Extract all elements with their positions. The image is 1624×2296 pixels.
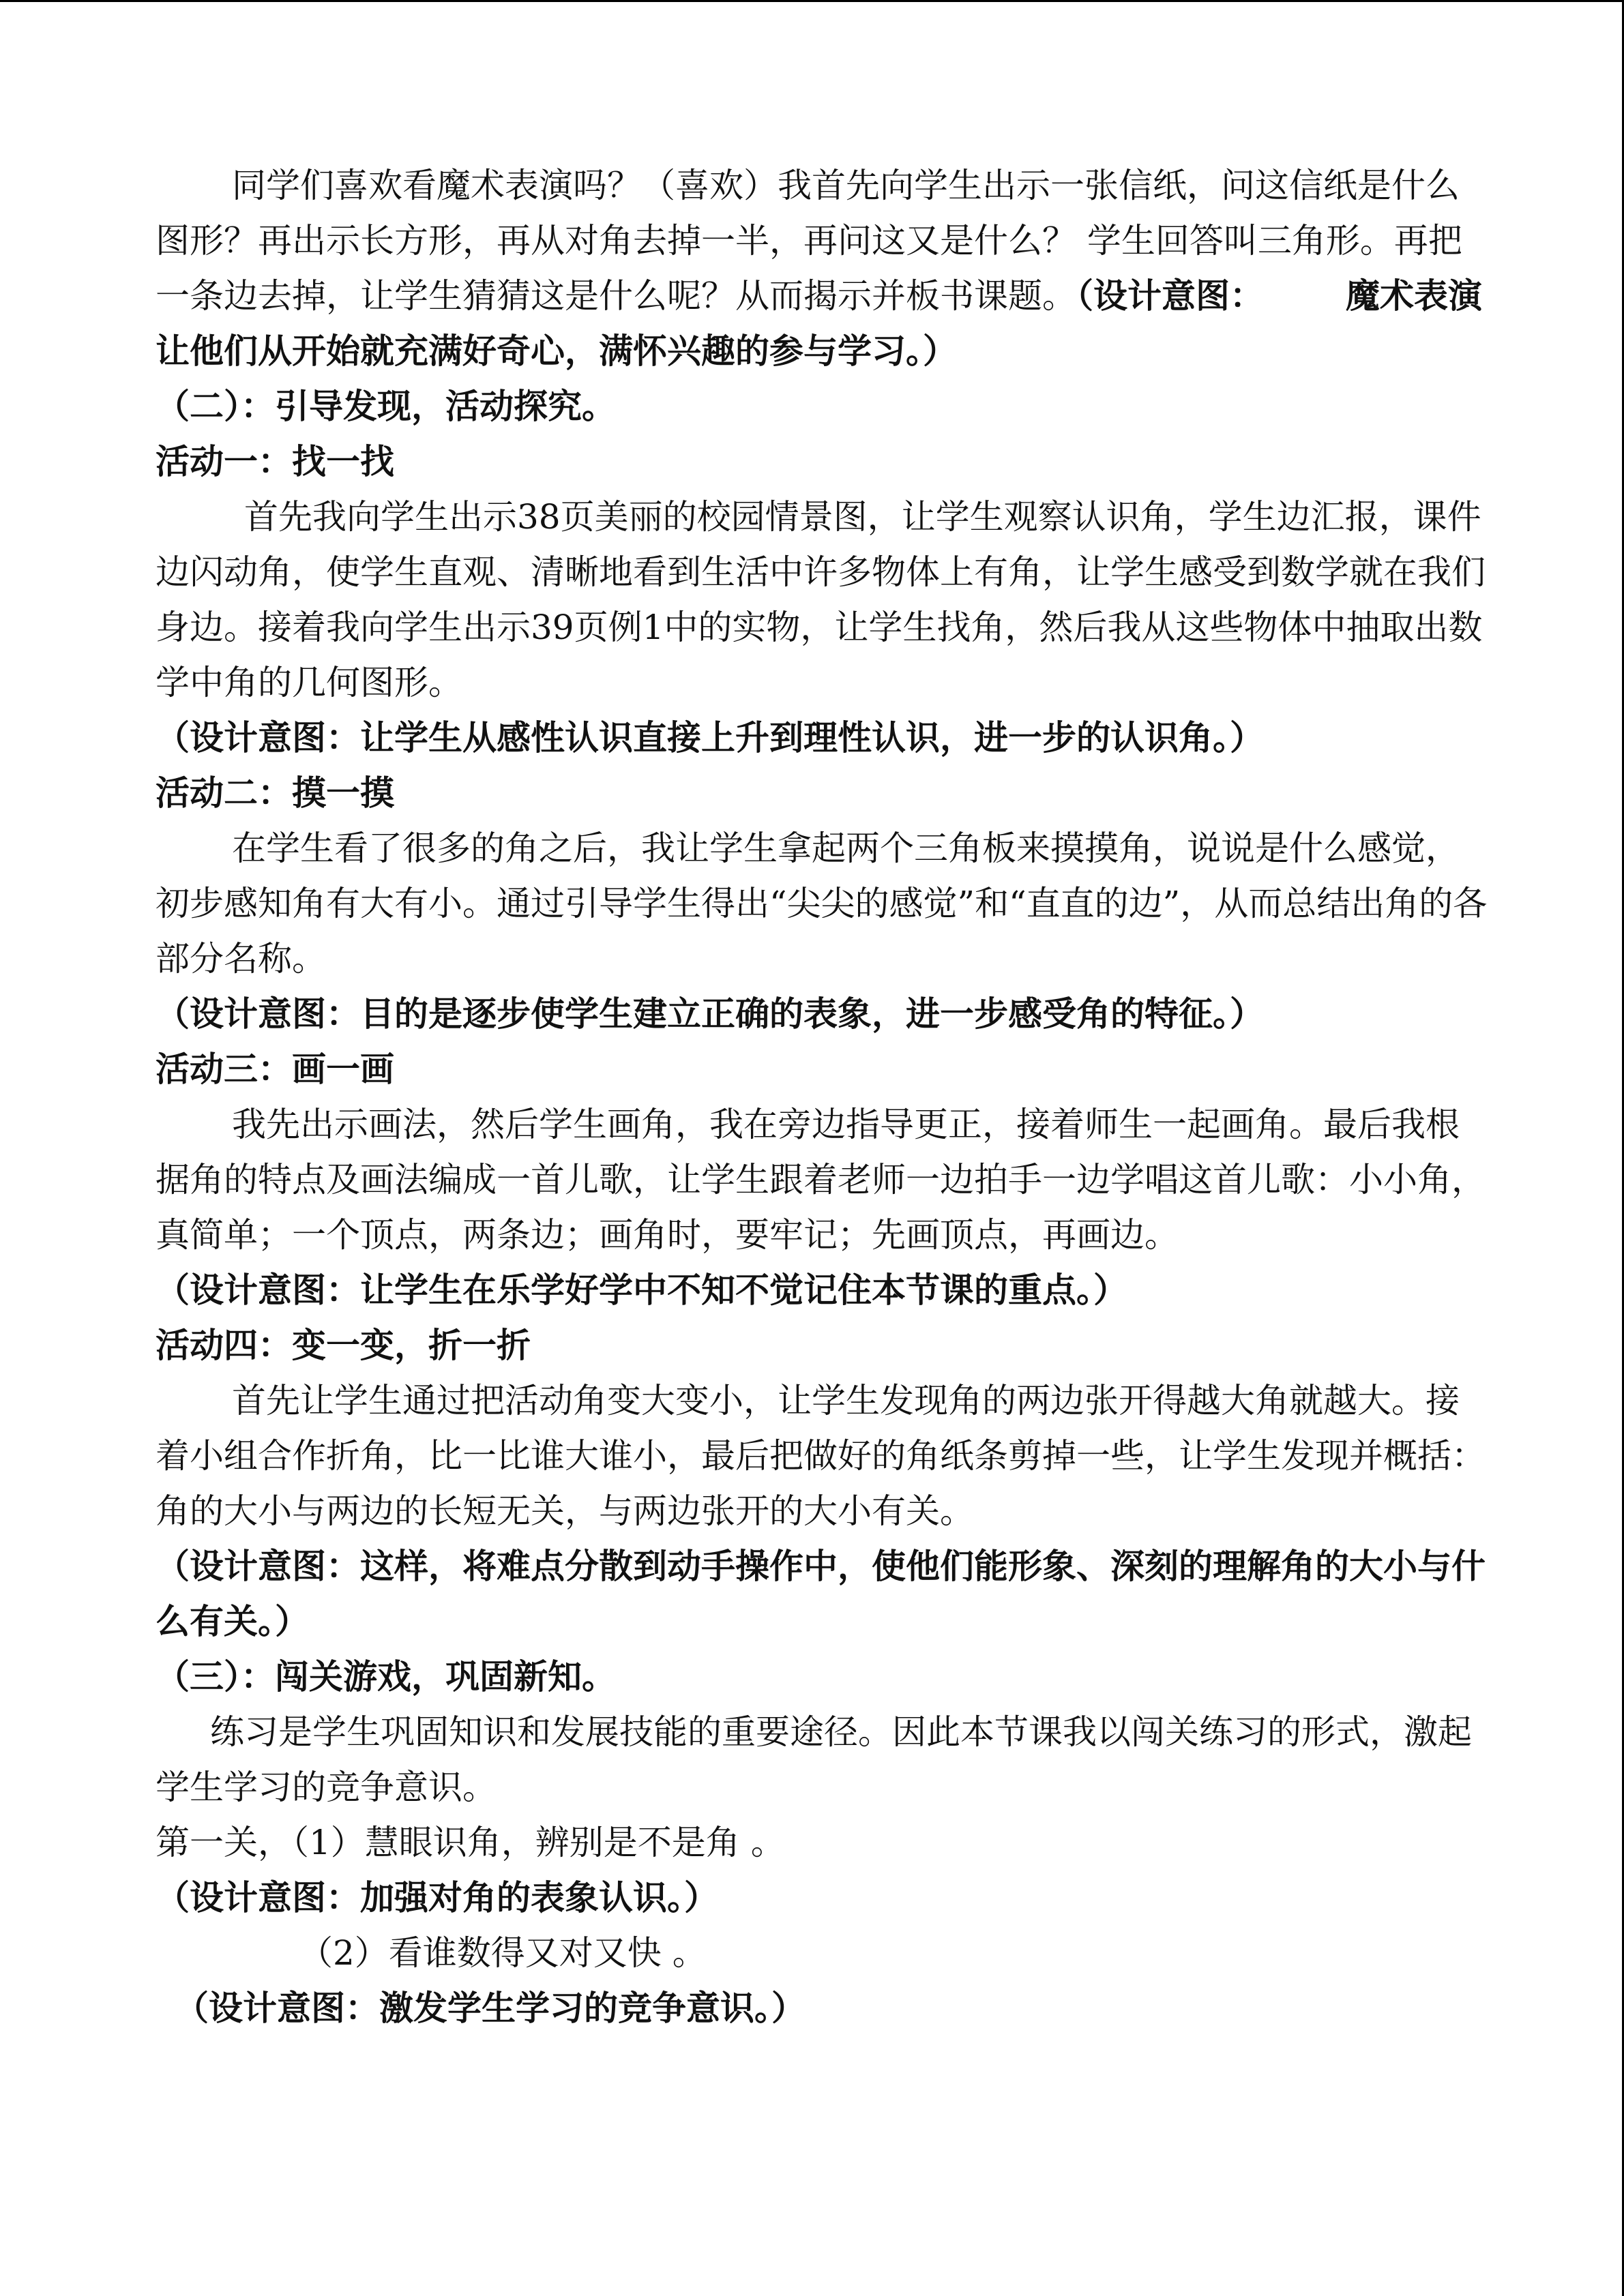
activity1-design: （设计意图：让学生从感性认识直接上升到理性认识，进一步的认识角。）: [156, 718, 1264, 758]
activity2-title: 活动二：摸一摸: [156, 773, 394, 813]
section3-title: （三）：闯关游戏，巩固新知。: [156, 1657, 616, 1697]
activity1-title: 活动一：找一找: [156, 442, 394, 481]
document-body: [156, 158, 1492, 2036]
level1-part1: 第一关，（1）慧眼识角，辨别是不是角 。: [156, 1823, 785, 1862]
activity1-body: 首先我向学生出示38页美丽的校园情景图，让学生观察认识角，学生边汇报，课件边闪动角，使学生直观、清晰地看到生活中许多物体上有角，让学生感受到数学就在我们身边。接着我向学生出示39页例1中的实物，让学生找角，然后我从这些物体中抽取出数学中角的几何图形。: [156, 497, 1486, 702]
intro-design-label: （设计意图：: [1076, 276, 1264, 316]
level1-part2: （2）看谁数得又对又快 。: [299, 1933, 707, 1973]
activity2-design: （设计意图：目的是逐步使学生建立正确的表象，进一步感受角的特征。）: [156, 994, 1264, 1034]
activity2-body: 在学生看了很多的角之后，我让学生拿起两个三角板来摸摸角，说说是什么感觉，初步感知角有大有小。通过引导学生得出“尖尖的感觉”和“直直的边”，从而总结出角的各部分名称。: [156, 829, 1488, 979]
level1-design1: （设计意图：加强对角的表象认识。）: [156, 1878, 718, 1918]
intro-design-text: 魔术表演让他们从开始就充满好奇心，满怀兴趣的参与学习。）: [156, 276, 1482, 371]
section2-title: （二）：引导发现，活动探究。: [156, 387, 616, 426]
intro-text: 同学们喜欢看魔术表演吗？（喜欢）我首先向学生出示一张信纸，问这信纸是什么图形？再出示长方形，再从对角去掉一半，再问这又是什么？ 学生回答叫三角形。再把一条边去掉，让学生猜猜这是什么呢？从而揭示并板书课题。: [156, 166, 1462, 316]
intro-paragraph: [156, 158, 1492, 379]
activity4-title: 活动四：变一变，折一折: [156, 1326, 531, 1365]
section3-body: 练习是学生巩固知识和发展技能的重要途径。因此本节课我以闯关练习的形式，激起学生学习的竞争意识。: [156, 1712, 1472, 1807]
activity4-design: （设计意图：这样，将难点分散到动手操作中，使他们能形象、深刻的理解角的大小与什么有关。）: [156, 1547, 1486, 1641]
activity4-body: 首先让学生通过把活动角变大变小，让学生发现角的两边张开得越大角就越大。接着小组合作折角，比一比谁大谁小，最后把做好的角纸条剪掉一些，让学生发现并概括：角的大小与两边的长短无关，与两边张开的大小有关。: [156, 1381, 1486, 1531]
level1-design2: （设计意图：激发学生学习的竞争意识。）: [175, 1988, 806, 2028]
activity3-body: 我先出示画法，然后学生画角，我在旁边指导更正，接着师生一起画角。最后我根据角的特点及画法编成一首儿歌，让学生跟着老师一边拍手一边学唱这首儿歌：小小角，真简单；一个顶点，两条边；画角时，要牢记；先画顶点，再画边。: [156, 1105, 1486, 1255]
page-border-top: [0, 0, 1624, 2]
activity3-design: （设计意图：让学生在乐学好学中不知不觉记住本节课的重点。）: [156, 1270, 1127, 1310]
activity3-title: 活动三：画一画: [156, 1049, 394, 1089]
